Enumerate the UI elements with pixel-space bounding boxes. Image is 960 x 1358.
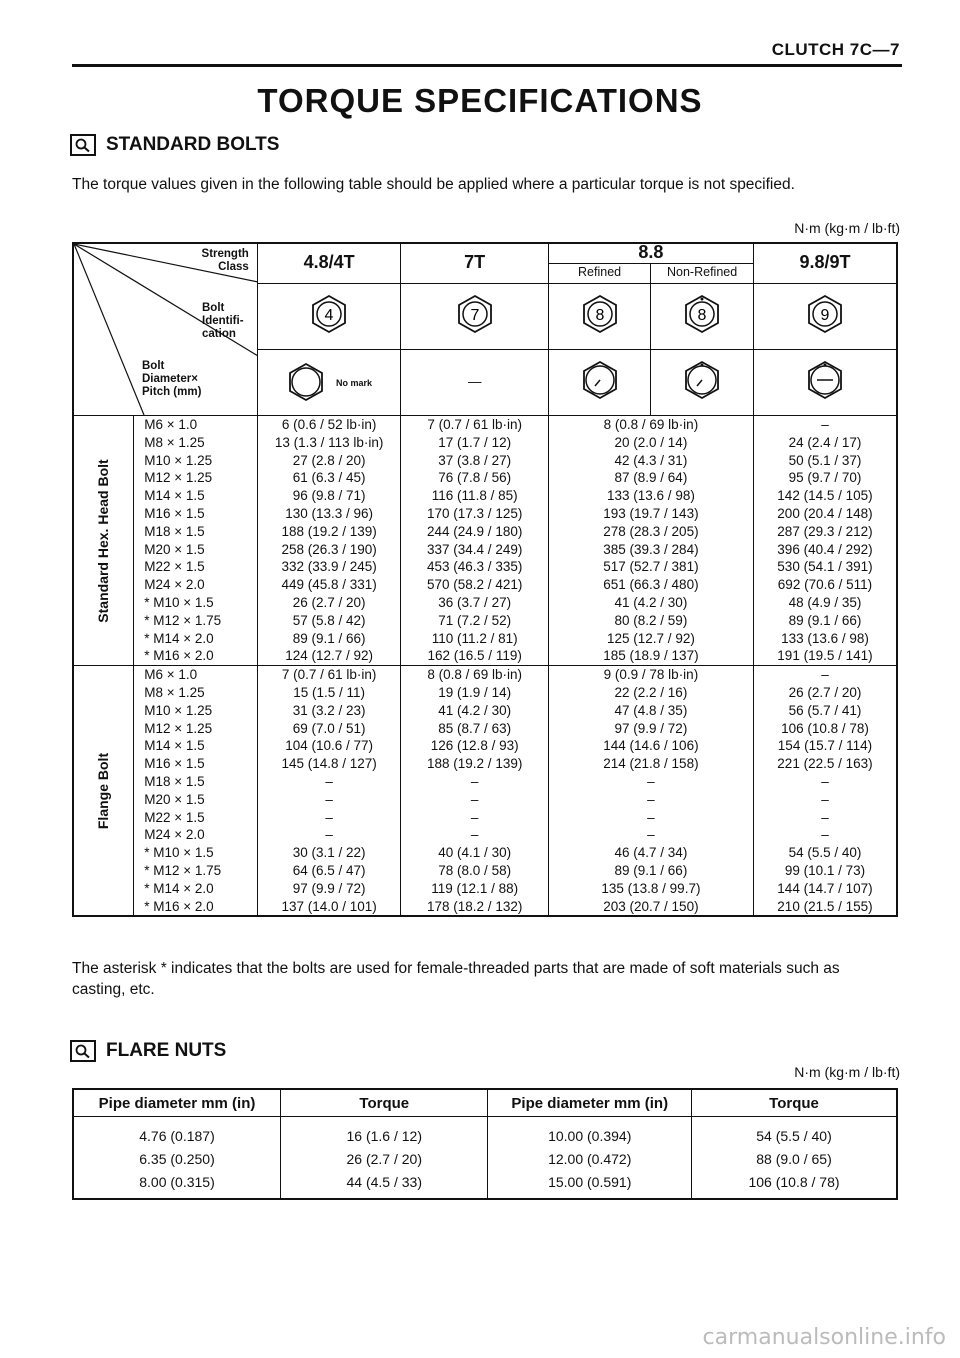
standard-units: N·m (kg·m / lb·ft) [794, 220, 900, 236]
torque-cell: 8 (0.8 / 69 lb·in) [401, 666, 548, 684]
torque-cell: 41 (4.2 / 30) [548, 594, 753, 612]
torque-cell: 193 (19.7 / 143) [548, 505, 753, 523]
standard-bolts-heading [70, 134, 279, 156]
torque-cell: 162 (16.5 / 119) [401, 647, 548, 665]
torque-cell: 80 (8.2 / 59) [548, 612, 753, 630]
pipe-diameter-cell: 8.00 (0.315) [73, 1170, 281, 1199]
torque-cell: 453 (46.3 / 335) [401, 558, 548, 576]
torque-cell: 517 (52.7 / 381) [548, 558, 753, 576]
corner-bolt-identification: Bolt Identifi- cation [202, 302, 244, 340]
group-label-text: Flange Bolt [94, 752, 111, 829]
torque-cell: 78 (8.0 / 58) [401, 862, 548, 880]
torque-cell: 137 (14.0 / 101) [257, 898, 401, 917]
bolt-size-cell: M18 × 1.5 [134, 773, 258, 791]
torque-cell: 125 (12.7 / 92) [548, 630, 753, 648]
table-row [73, 1117, 897, 1148]
group-label [73, 416, 134, 666]
subgrade-refined: Refined [548, 263, 650, 283]
torque-cell: 145 (14.8 / 127) [257, 755, 401, 773]
hex-head-mark-4-icon [309, 294, 349, 334]
hex-head-mark-8-icon [580, 294, 620, 334]
torque-cell: 54 (5.5 / 40) [692, 1117, 898, 1148]
bolt-size-cell: M8 × 1.25 [134, 684, 258, 702]
subgrade-non-refined: Non-Refined [651, 263, 754, 283]
torque-cell: 214 (21.8 / 158) [548, 755, 753, 773]
table-row [73, 773, 897, 791]
torque-cell: 97 (9.9 / 72) [257, 880, 401, 898]
flare-units: N·m (kg·m / lb·ft) [794, 1064, 900, 1080]
grade-header-7t: 7T [401, 243, 548, 283]
bolt-size-cell: M12 × 1.25 [134, 720, 258, 738]
corner-bolt-diameter-pitch: Bolt Diameter× Pitch (mm) [142, 360, 202, 398]
torque-cell: 50 (5.1 / 37) [753, 452, 897, 470]
standard-bolt-torque-table [72, 242, 898, 917]
svg-text:4: 4 [324, 306, 334, 324]
torque-cell: 106 (10.8 / 78) [753, 720, 897, 738]
table-row [73, 720, 897, 738]
table-row [73, 702, 897, 720]
torque-cell: – [257, 773, 401, 791]
torque-cell: 89 (9.1 / 66) [753, 612, 897, 630]
hex-head-9-mark-icon [805, 360, 845, 400]
bolt-size-cell: * M10 × 1.5 [134, 594, 258, 612]
torque-cell: 106 (10.8 / 78) [692, 1170, 898, 1199]
bolt-size-cell: M22 × 1.5 [134, 809, 258, 827]
bolt-size-cell: M6 × 1.0 [134, 666, 258, 684]
torque-cell: 26 (2.7 / 20) [257, 594, 401, 612]
torque-cell: 7 (0.7 / 61 lb·in) [257, 666, 401, 684]
bolt-size-cell: M24 × 2.0 [134, 826, 258, 844]
torque-cell: – [753, 791, 897, 809]
torque-cell: 203 (20.7 / 150) [548, 898, 753, 917]
torque-cell: 56 (5.7 / 41) [753, 702, 897, 720]
torque-cell: 31 (3.2 / 23) [257, 702, 401, 720]
bolt-size-cell: M20 × 1.5 [134, 791, 258, 809]
svg-text:7: 7 [470, 306, 480, 324]
torque-cell: – [753, 666, 897, 684]
torque-cell: 6 (0.6 / 52 lb·in) [257, 416, 401, 434]
torque-cell: 42 (4.3 / 31) [548, 452, 753, 470]
table-row [73, 844, 897, 862]
torque-cell: 142 (14.5 / 105) [753, 487, 897, 505]
flare-header-torque-2: Torque [692, 1089, 898, 1117]
bolt-size-cell: * M10 × 1.5 [134, 844, 258, 862]
torque-cell: 144 (14.7 / 107) [753, 880, 897, 898]
torque-cell: – [257, 791, 401, 809]
torque-cell: 61 (6.3 / 45) [257, 469, 401, 487]
table-row [73, 630, 897, 648]
torque-cell: 27 (2.8 / 20) [257, 452, 401, 470]
torque-cell: 570 (58.2 / 421) [401, 576, 548, 594]
table-row [73, 612, 897, 630]
flare-header-pipe-diameter: Pipe diameter mm (in) [73, 1089, 281, 1117]
torque-cell: – [401, 826, 548, 844]
torque-cell: 337 (34.4 / 249) [401, 541, 548, 559]
header-rule [72, 64, 902, 67]
torque-cell: 221 (22.5 / 163) [753, 755, 897, 773]
flare-nuts-heading [70, 1040, 226, 1062]
torque-cell: 104 (10.6 / 77) [257, 737, 401, 755]
torque-cell: 24 (2.4 / 17) [753, 434, 897, 452]
bolt-size-cell: * M12 × 1.75 [134, 612, 258, 630]
torque-cell: 36 (3.7 / 27) [401, 594, 548, 612]
torque-cell: 396 (40.4 / 292) [753, 541, 897, 559]
table-row [73, 594, 897, 612]
nomark-cell [257, 349, 401, 415]
table-row [73, 487, 897, 505]
torque-cell: 95 (9.7 / 70) [753, 469, 897, 487]
svg-text:8: 8 [697, 306, 707, 324]
page-section-header: CLUTCH 7C—7 [771, 40, 900, 59]
torque-cell: 20 (2.0 / 14) [548, 434, 753, 452]
torque-cell: – [548, 809, 753, 827]
torque-cell: 287 (29.3 / 212) [753, 523, 897, 541]
flare-nuts-heading-text: FLARE NUTS [106, 1040, 227, 1061]
torque-cell: 44 (4.5 / 33) [281, 1170, 488, 1199]
torque-cell: 133 (13.6 / 98) [753, 630, 897, 648]
head-8-nonrefined-cell [651, 349, 754, 415]
torque-cell: 530 (54.1 / 391) [753, 558, 897, 576]
torque-cell: 89 (9.1 / 66) [548, 862, 753, 880]
torque-cell: 57 (5.8 / 42) [257, 612, 401, 630]
torque-cell: 76 (7.8 / 56) [401, 469, 548, 487]
torque-cell: 244 (24.9 / 180) [401, 523, 548, 541]
torque-cell: 110 (11.2 / 81) [401, 630, 548, 648]
bolt-size-cell: M24 × 2.0 [134, 576, 258, 594]
pipe-diameter-cell: 10.00 (0.394) [488, 1117, 692, 1148]
dash-cell: — [401, 349, 548, 415]
table-row [73, 1147, 897, 1170]
id-mark-8-nonrefined-cell [651, 283, 754, 349]
asterisk-note: The asterisk * indicates that the bolts are used for female-threaded parts that are made of soft materials such as casting, etc. [72, 960, 840, 998]
bolt-size-cell: * M14 × 2.0 [134, 630, 258, 648]
torque-cell: 26 (2.7 / 20) [281, 1147, 488, 1170]
bolt-size-cell: * M16 × 2.0 [134, 647, 258, 665]
torque-cell: 69 (7.0 / 51) [257, 720, 401, 738]
hex-head-mark-7-icon [455, 294, 495, 334]
table-row [73, 541, 897, 559]
pipe-diameter-cell: 12.00 (0.472) [488, 1147, 692, 1170]
magnifier-icon [70, 134, 96, 156]
hex-head-blank-icon [286, 362, 326, 402]
torque-cell: 30 (3.1 / 22) [257, 844, 401, 862]
torque-cell: 188 (19.2 / 139) [401, 755, 548, 773]
torque-cell: 17 (1.7 / 12) [401, 434, 548, 452]
torque-cell: – [548, 826, 753, 844]
id-mark-7-cell [401, 283, 548, 349]
no-mark-label: No mark [336, 377, 373, 388]
table-row [73, 880, 897, 898]
bolt-size-cell: * M12 × 1.75 [134, 862, 258, 880]
grade-header-9-8: 9.8/9T [753, 243, 897, 283]
bolt-size-cell: M10 × 1.25 [134, 452, 258, 470]
torque-cell: 135 (13.8 / 99.7) [548, 880, 753, 898]
hex-head-dot-line-mark-icon [682, 360, 722, 400]
torque-cell: 89 (9.1 / 66) [257, 630, 401, 648]
bolt-size-cell: M6 × 1.0 [134, 416, 258, 434]
torque-cell: 200 (20.4 / 148) [753, 505, 897, 523]
table-row [73, 791, 897, 809]
torque-cell: 99 (10.1 / 73) [753, 862, 897, 880]
torque-cell: 178 (18.2 / 132) [401, 898, 548, 917]
torque-cell: 258 (26.3 / 190) [257, 541, 401, 559]
torque-cell: 651 (66.3 / 480) [548, 576, 753, 594]
torque-cell: 47 (4.8 / 35) [548, 702, 753, 720]
table-row [73, 523, 897, 541]
table-row [73, 755, 897, 773]
torque-cell: 385 (39.3 / 284) [548, 541, 753, 559]
table-row [73, 558, 897, 576]
pipe-diameter-cell: 6.35 (0.250) [73, 1147, 281, 1170]
torque-cell: 97 (9.9 / 72) [548, 720, 753, 738]
table-row [73, 1170, 897, 1199]
bolt-size-cell: M8 × 1.25 [134, 434, 258, 452]
bolt-size-cell: * M16 × 2.0 [134, 898, 258, 917]
torque-cell: – [257, 826, 401, 844]
bolt-size-cell: M14 × 1.5 [134, 737, 258, 755]
group-label-text: Standard Hex. Head Bolt [94, 458, 111, 623]
id-mark-4-cell [257, 283, 401, 349]
table-row [73, 666, 897, 684]
torque-cell: 26 (2.7 / 20) [753, 684, 897, 702]
table-row [73, 809, 897, 827]
torque-cell: 96 (9.8 / 71) [257, 487, 401, 505]
table-row [73, 898, 897, 917]
torque-cell: 130 (13.3 / 96) [257, 505, 401, 523]
bolt-size-cell: M16 × 1.5 [134, 505, 258, 523]
flare-nut-torque-table [72, 1088, 898, 1200]
torque-cell: 210 (21.5 / 155) [753, 898, 897, 917]
bolt-size-cell: M16 × 1.5 [134, 755, 258, 773]
torque-cell: 64 (6.5 / 47) [257, 862, 401, 880]
pipe-diameter-cell: 15.00 (0.591) [488, 1170, 692, 1199]
bolt-size-cell: M14 × 1.5 [134, 487, 258, 505]
table-row [73, 452, 897, 470]
flare-header-torque: Torque [281, 1089, 488, 1117]
table-row [73, 416, 897, 434]
svg-text:8: 8 [595, 306, 605, 324]
torque-cell: – [401, 809, 548, 827]
torque-cell: 188 (19.2 / 139) [257, 523, 401, 541]
torque-cell: 154 (15.7 / 114) [753, 737, 897, 755]
torque-cell: 191 (19.5 / 141) [753, 647, 897, 665]
table-row [73, 505, 897, 523]
id-mark-9-cell [753, 283, 897, 349]
torque-cell: 7 (0.7 / 61 lb·in) [401, 416, 548, 434]
torque-cell: 40 (4.1 / 30) [401, 844, 548, 862]
intro-text: The torque values given in the following table should be applied where a particular torque is not specified. [72, 176, 795, 193]
bolt-size-cell: * M14 × 2.0 [134, 880, 258, 898]
table-row [73, 737, 897, 755]
table-row [73, 469, 897, 487]
torque-cell: 46 (4.7 / 34) [548, 844, 753, 862]
head-8-refined-cell [548, 349, 650, 415]
table-row [73, 826, 897, 844]
torque-cell: 278 (28.3 / 205) [548, 523, 753, 541]
torque-cell: – [401, 791, 548, 809]
id-mark-8-refined-cell [548, 283, 650, 349]
page-title: TORQUE SPECIFICATIONS [257, 82, 703, 119]
torque-cell: 8 (0.8 / 69 lb·in) [548, 416, 753, 434]
table-row [73, 862, 897, 880]
table-row [73, 647, 897, 665]
torque-cell: – [548, 791, 753, 809]
bolt-size-cell: M20 × 1.5 [134, 541, 258, 559]
torque-cell: – [401, 773, 548, 791]
magnifier-icon [70, 1040, 96, 1062]
pipe-diameter-cell: 4.76 (0.187) [73, 1117, 281, 1148]
torque-cell: 85 (8.7 / 63) [401, 720, 548, 738]
grade-header-8-8: 8.8 [548, 243, 753, 263]
table-row [73, 684, 897, 702]
torque-cell: 88 (9.0 / 65) [692, 1147, 898, 1170]
bolt-size-cell: M10 × 1.25 [134, 702, 258, 720]
torque-cell: 54 (5.5 / 40) [753, 844, 897, 862]
header-corner-cell [73, 243, 257, 416]
torque-cell: 37 (3.8 / 27) [401, 452, 548, 470]
watermark: carmanualsonline.info [702, 1325, 946, 1350]
torque-cell: – [753, 773, 897, 791]
torque-cell: 185 (18.9 / 137) [548, 647, 753, 665]
torque-cell: – [753, 826, 897, 844]
torque-cell: 71 (7.2 / 52) [401, 612, 548, 630]
torque-cell: 133 (13.6 / 98) [548, 487, 753, 505]
torque-cell: 126 (12.8 / 93) [401, 737, 548, 755]
torque-cell: 13 (1.3 / 113 lb·in) [257, 434, 401, 452]
head-9-cell [753, 349, 897, 415]
torque-cell: 116 (11.8 / 85) [401, 487, 548, 505]
torque-cell: 170 (17.3 / 125) [401, 505, 548, 523]
table-row [73, 576, 897, 594]
torque-cell: 22 (2.2 / 16) [548, 684, 753, 702]
svg-text:9: 9 [820, 306, 830, 324]
torque-cell: – [753, 809, 897, 827]
torque-cell: 119 (12.1 / 88) [401, 880, 548, 898]
standard-bolts-heading-text: STANDARD BOLTS [106, 134, 280, 155]
grade-header-4-8: 4.8/4T [257, 243, 401, 283]
bolt-size-cell: M18 × 1.5 [134, 523, 258, 541]
torque-cell: 87 (8.9 / 64) [548, 469, 753, 487]
corner-strength-class: Strength Class [201, 248, 249, 273]
torque-cell: 692 (70.6 / 511) [753, 576, 897, 594]
group-label [73, 666, 134, 917]
torque-cell: 15 (1.5 / 11) [257, 684, 401, 702]
flare-header-pipe-diameter-2: Pipe diameter mm (in) [488, 1089, 692, 1117]
standard-bolt-rows [73, 416, 897, 917]
torque-cell: – [257, 809, 401, 827]
torque-cell: 19 (1.9 / 14) [401, 684, 548, 702]
torque-cell: 144 (14.6 / 106) [548, 737, 753, 755]
torque-cell: – [753, 416, 897, 434]
torque-cell: 124 (12.7 / 92) [257, 647, 401, 665]
torque-cell: 9 (0.9 / 78 lb·in) [548, 666, 753, 684]
bolt-size-cell: M22 × 1.5 [134, 558, 258, 576]
flare-rows [73, 1117, 897, 1200]
torque-cell: 41 (4.2 / 30) [401, 702, 548, 720]
bolt-size-cell: M12 × 1.25 [134, 469, 258, 487]
hex-head-line-mark-icon [580, 360, 620, 400]
hex-head-mark-8-dot-icon [682, 294, 722, 334]
torque-cell: – [548, 773, 753, 791]
torque-cell: 449 (45.8 / 331) [257, 576, 401, 594]
torque-cell: 16 (1.6 / 12) [281, 1117, 488, 1148]
table-row [73, 434, 897, 452]
torque-cell: 332 (33.9 / 245) [257, 558, 401, 576]
torque-cell: 48 (4.9 / 35) [753, 594, 897, 612]
hex-head-mark-9-icon [805, 294, 845, 334]
